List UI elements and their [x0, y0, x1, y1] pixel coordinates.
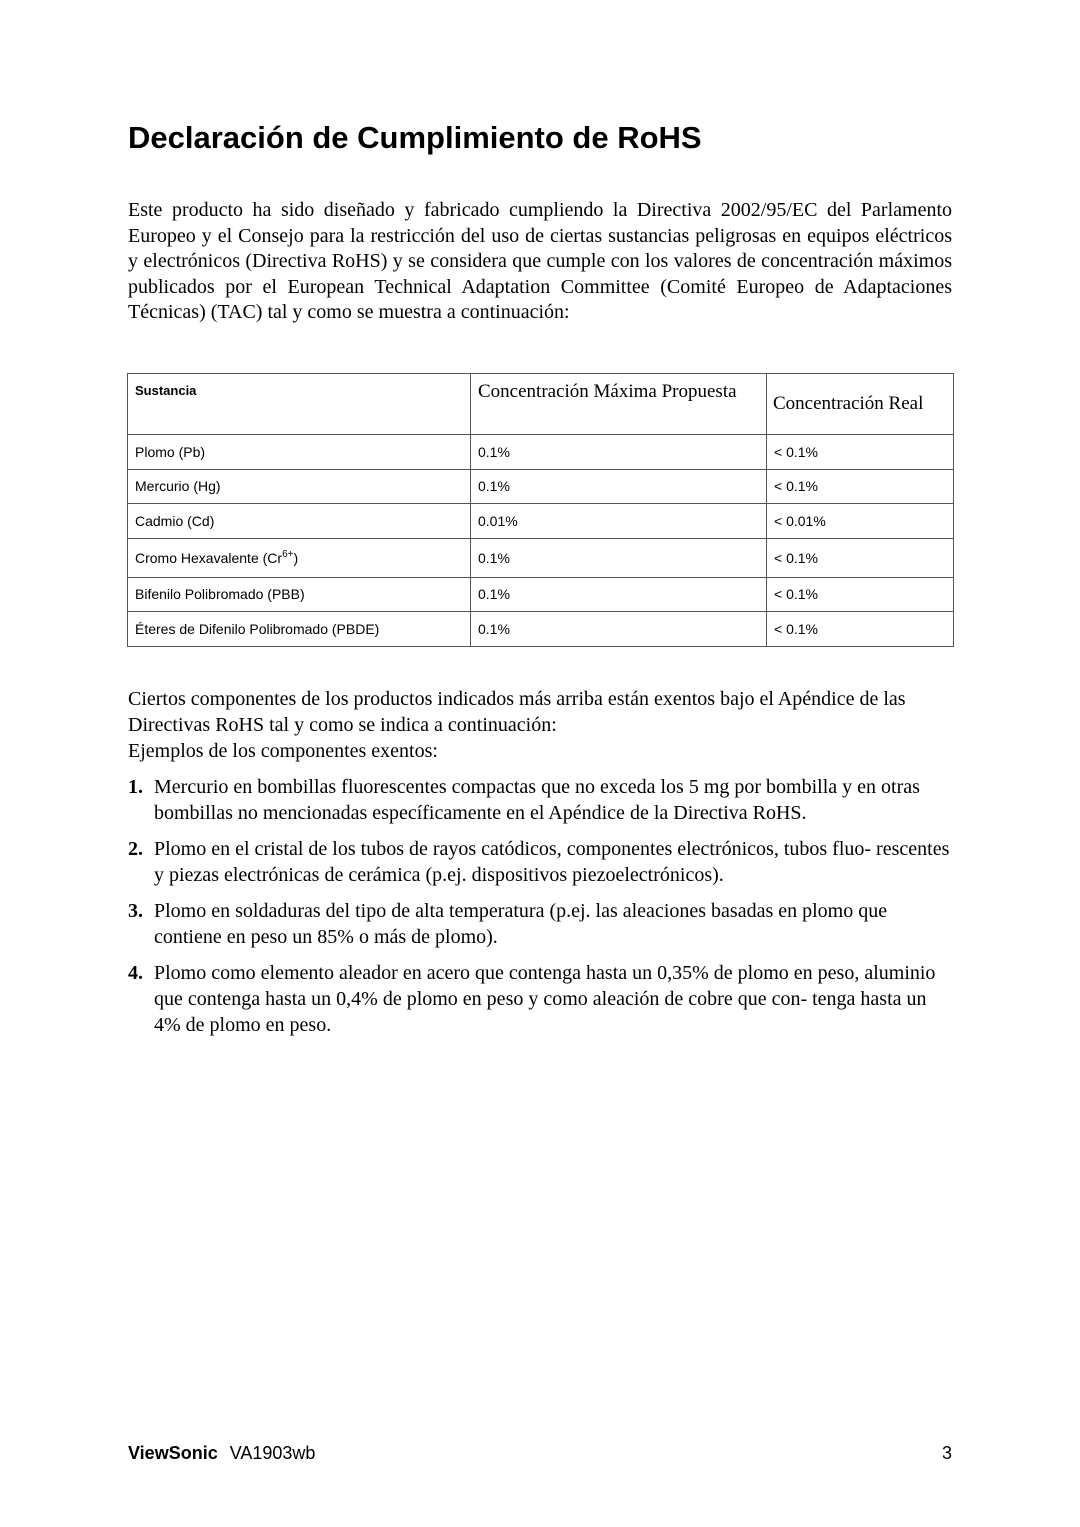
page-footer — [128, 1443, 952, 1469]
table-row — [128, 538, 954, 577]
footer-brand: ViewSonic — [128, 1443, 218, 1463]
page-number: 3 — [941, 1443, 952, 1463]
cell-substance: Éteres de Difenilo Polibromado (PBDE) — [128, 612, 471, 647]
cell-substance: Mercurio (Hg) — [128, 469, 471, 504]
list-text: Plomo en soldaduras del tipo de alta temperatura (p.ej. las aleaciones basadas en plomo que contiene en peso un 85% o más de plomo). — [154, 900, 888, 948]
list-number: 2. — [128, 838, 143, 860]
ion-charge: 6+ — [282, 548, 294, 560]
examples-label: Ejemplos de los componentes exentos: — [128, 740, 438, 762]
list-number: 4. — [128, 962, 143, 984]
cell-real: < 0.1% — [767, 577, 954, 612]
table-row — [128, 612, 954, 647]
table-row — [128, 504, 954, 539]
list-item — [128, 898, 954, 950]
intro-paragraph: Este producto ha sido diseñado y fabricado cumpliendo la Directiva 2002/95/EC del Parlamento Europeo y el Consejo para la restricción del uso de ciertas sustancias peligrosas en equipos eléctricos y electrónicos (Directiva RoHS) y se considera que cumple con los valores de concentración máximos publicados por el European Technical Adaptation Committee (Comité Europeo de Adaptaciones Técnicas) (TAC) tal y como se muestra a continuación: — [128, 199, 952, 323]
cell-max: 0.1% — [471, 469, 767, 504]
list-text: Plomo en el cristal de los tubos de rayos catódicos, componentes electrónicos, tubos fluo- rescentes y piezas electrónicas de cerámica (p.ej. dispositivos piezoelectrónicos). — [154, 838, 950, 886]
cell-substance — [128, 538, 471, 577]
footer-model: VA1903wb — [229, 1443, 316, 1463]
exemptions-list — [128, 774, 954, 1038]
header-substance: Sustancia — [128, 374, 471, 435]
cell-real: < 0.01% — [767, 504, 954, 539]
cell-substance: Plomo (Pb) — [128, 435, 471, 470]
page-title: Declaración de Cumplimiento de RoHS — [128, 120, 702, 155]
table-header-row — [128, 374, 954, 435]
header-max-concentration: Concentración Máxima Propuesta — [471, 374, 767, 435]
cell-substance: Bifenilo Polibromado (PBB) — [128, 577, 471, 612]
list-text: Mercurio en bombillas fluorescentes compactas que no exceda los 5 mg por bombilla y en otras bombillas no mencionadas específicamente en el Apéndice de la Directiva RoHS. — [154, 776, 920, 824]
cell-max: 0.1% — [471, 577, 767, 612]
cell-max: 0.1% — [471, 612, 767, 647]
cell-real: < 0.1% — [767, 435, 954, 470]
header-real-concentration: Concentración Real — [767, 374, 954, 435]
table-row — [128, 577, 954, 612]
cell-max: 0.1% — [471, 435, 767, 470]
cell-max: 0.1% — [471, 538, 767, 577]
list-item — [128, 774, 954, 826]
list-item — [128, 960, 954, 1038]
substance-table — [127, 373, 954, 647]
exemptions-intro: Ciertos componentes de los productos indicados más arriba están exentos bajo el Apéndice de las Directivas RoHS tal y como se indica a continuación: — [128, 688, 906, 736]
table-row — [128, 435, 954, 470]
list-text: Plomo como elemento aleador en acero que contenga hasta un 0,35% de plomo en peso, aluminio que contenga hasta un 0,4% de plomo en peso y como aleación de cobre que con- tenga hasta un 4% de plomo en peso. — [154, 962, 936, 1036]
substance-suffix: ) — [293, 549, 299, 566]
cell-substance: Cadmio (Cd) — [128, 504, 471, 539]
list-number: 3. — [128, 900, 143, 922]
cell-real: < 0.1% — [767, 612, 954, 647]
substance-name: Cromo Hexavalente (Cr — [135, 549, 283, 566]
cell-real: < 0.1% — [767, 469, 954, 504]
cell-real: < 0.1% — [767, 538, 954, 577]
list-item — [128, 836, 954, 888]
table-row — [128, 469, 954, 504]
list-number: 1. — [128, 776, 143, 798]
cell-max: 0.01% — [471, 504, 767, 539]
